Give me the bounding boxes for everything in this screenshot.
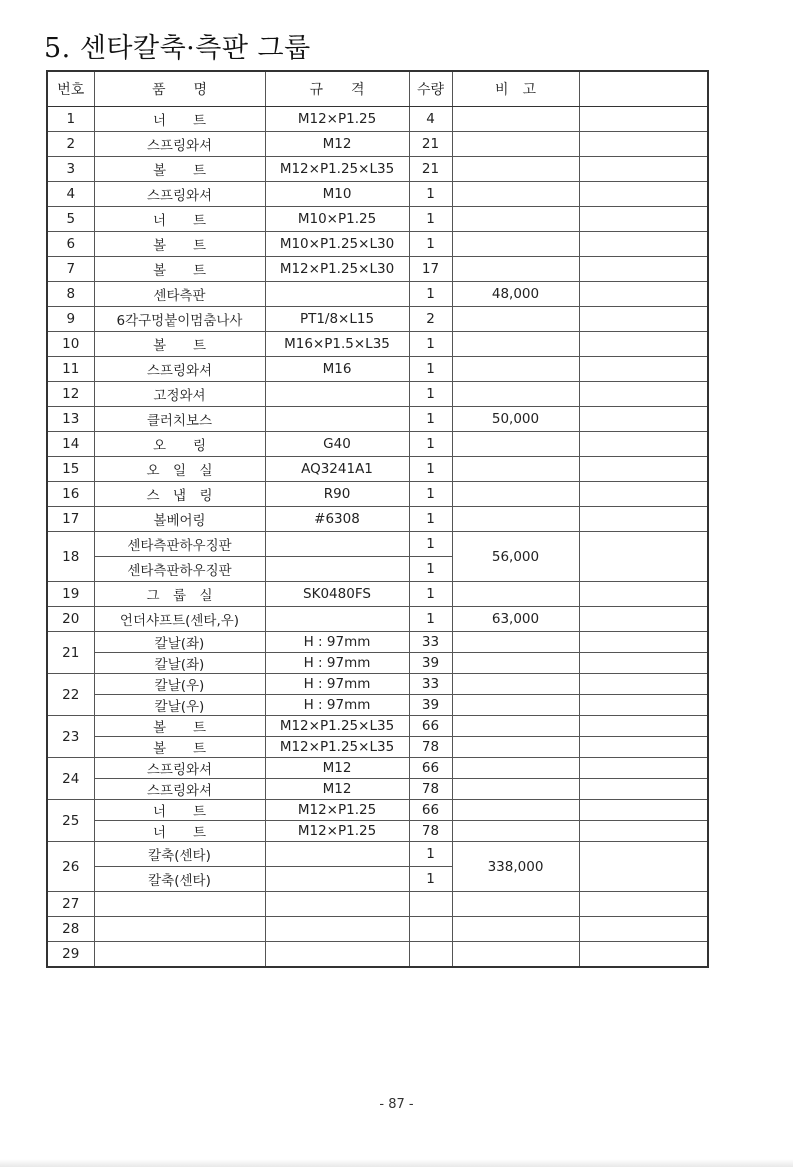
table-row: [47, 507, 708, 532]
cell-qty: 1: [409, 507, 452, 532]
cell-name: 칼날(우): [94, 674, 265, 695]
header-remark: 비 고: [452, 71, 579, 107]
cell-name: 스프링와셔: [94, 779, 265, 800]
cell-spec: M12×P1.25×L35: [265, 716, 409, 737]
cell-name: [94, 917, 265, 942]
cell-no: 15: [47, 457, 94, 482]
cell-spec: M12×P1.25: [265, 107, 409, 132]
cell-no: 26: [47, 842, 94, 892]
cell-name: 너 트: [94, 800, 265, 821]
cell-spec: H : 97mm: [265, 632, 409, 653]
cell-qty: 1: [409, 867, 452, 892]
cell-name: 칼날(좌): [94, 632, 265, 653]
cell-no: 13: [47, 407, 94, 432]
cell-no: 28: [47, 917, 94, 942]
table-row: [47, 107, 708, 132]
cell-extra: [579, 582, 708, 607]
cell-extra: [579, 607, 708, 632]
cell-no: 1: [47, 107, 94, 132]
cell-remark: [452, 307, 579, 332]
cell-extra: [579, 107, 708, 132]
table-row: [47, 432, 708, 457]
table-header-row: [47, 71, 708, 107]
cell-extra: [579, 132, 708, 157]
cell-no: 2: [47, 132, 94, 157]
cell-remark: [452, 432, 579, 457]
cell-no: 27: [47, 892, 94, 917]
cell-extra: [579, 842, 708, 892]
cell-name: 그 룹 실: [94, 582, 265, 607]
cell-no: 20: [47, 607, 94, 632]
cell-spec: M10: [265, 182, 409, 207]
cell-name: 오 링: [94, 432, 265, 457]
cell-no: 9: [47, 307, 94, 332]
cell-remark: [452, 482, 579, 507]
cell-name: 클러치보스: [94, 407, 265, 432]
cell-name: 칼축(센타): [94, 867, 265, 892]
cell-spec: M10×P1.25: [265, 207, 409, 232]
cell-extra: [579, 821, 708, 842]
table-row: [47, 182, 708, 207]
cell-qty: 1: [409, 207, 452, 232]
cell-remark: [452, 674, 579, 695]
cell-extra: [579, 307, 708, 332]
cell-name: 스프링와셔: [94, 357, 265, 382]
table-row: [47, 207, 708, 232]
cell-extra: [579, 232, 708, 257]
cell-name: 너 트: [94, 821, 265, 842]
cell-remark: [452, 357, 579, 382]
cell-qty: 1: [409, 582, 452, 607]
cell-qty: 1: [409, 182, 452, 207]
table-row: [47, 842, 708, 867]
cell-no: 29: [47, 942, 94, 968]
cell-qty: 33: [409, 632, 452, 653]
cell-qty: 2: [409, 307, 452, 332]
header-no: 번호: [47, 71, 94, 107]
cell-no: 5: [47, 207, 94, 232]
cell-name: 칼축(센타): [94, 842, 265, 867]
cell-remark: [452, 737, 579, 758]
cell-name: 센타측판하우징판: [94, 557, 265, 582]
cell-no: 24: [47, 758, 94, 800]
cell-remark: [452, 507, 579, 532]
cell-qty: 4: [409, 107, 452, 132]
cell-name: 오 일 실: [94, 457, 265, 482]
table-row: [47, 695, 708, 716]
table-row: [47, 653, 708, 674]
cell-spec: M10×P1.25×L30: [265, 232, 409, 257]
table-row: [47, 758, 708, 779]
cell-name: 센타측판: [94, 282, 265, 307]
table-row: [47, 332, 708, 357]
cell-no: 18: [47, 532, 94, 582]
cell-qty: 78: [409, 737, 452, 758]
cell-spec: M12×P1.25×L35: [265, 157, 409, 182]
cell-name: 언더샤프트(센타,우): [94, 607, 265, 632]
table-row: [47, 282, 708, 307]
cell-name: 스프링와셔: [94, 758, 265, 779]
cell-name: [94, 892, 265, 917]
cell-extra: [579, 157, 708, 182]
cell-remark: [452, 716, 579, 737]
cell-qty: 21: [409, 132, 452, 157]
table-row: [47, 821, 708, 842]
table-row: [47, 632, 708, 653]
cell-remark: [452, 232, 579, 257]
cell-extra: [579, 282, 708, 307]
cell-qty: [409, 942, 452, 968]
cell-name: 볼 트: [94, 157, 265, 182]
cell-qty: 1: [409, 457, 452, 482]
scan-edge-shadow: [0, 1159, 793, 1167]
cell-qty: 78: [409, 779, 452, 800]
page-title: 5. 센타칼축·측판 그룹: [44, 33, 311, 64]
cell-spec: M12×P1.25×L30: [265, 257, 409, 282]
cell-spec: [265, 917, 409, 942]
cell-extra: [579, 382, 708, 407]
cell-no: 10: [47, 332, 94, 357]
table-row: [47, 917, 708, 942]
cell-spec: M12×P1.25: [265, 821, 409, 842]
cell-qty: 33: [409, 674, 452, 695]
cell-no: 4: [47, 182, 94, 207]
cell-extra: [579, 674, 708, 695]
cell-qty: 1: [409, 482, 452, 507]
cell-spec: [265, 842, 409, 867]
table-row: [47, 737, 708, 758]
cell-remark: [452, 758, 579, 779]
cell-extra: [579, 632, 708, 653]
cell-name: 볼 트: [94, 716, 265, 737]
table-row: [47, 407, 708, 432]
cell-spec: [265, 942, 409, 968]
cell-extra: [579, 532, 708, 582]
cell-name: 너 트: [94, 107, 265, 132]
cell-extra: [579, 779, 708, 800]
cell-remark: [452, 182, 579, 207]
cell-no: 25: [47, 800, 94, 842]
cell-qty: 39: [409, 695, 452, 716]
cell-no: 19: [47, 582, 94, 607]
cell-qty: 66: [409, 800, 452, 821]
table-row: [47, 674, 708, 695]
cell-extra: [579, 432, 708, 457]
cell-remark: [452, 382, 579, 407]
table-row: [47, 132, 708, 157]
cell-name: 스프링와셔: [94, 182, 265, 207]
cell-qty: 39: [409, 653, 452, 674]
cell-spec: H : 97mm: [265, 674, 409, 695]
table-row: [47, 482, 708, 507]
table-row: [47, 892, 708, 917]
cell-spec: [265, 607, 409, 632]
cell-no: 6: [47, 232, 94, 257]
cell-spec: [265, 892, 409, 917]
cell-remark: [452, 157, 579, 182]
cell-name: 스프링와셔: [94, 132, 265, 157]
cell-remark: 338,000: [452, 842, 579, 892]
cell-extra: [579, 800, 708, 821]
table-row: [47, 232, 708, 257]
table-row: [47, 307, 708, 332]
cell-extra: [579, 482, 708, 507]
cell-qty: 78: [409, 821, 452, 842]
cell-name: 센타측판하우징판: [94, 532, 265, 557]
cell-remark: [452, 917, 579, 942]
cell-extra: [579, 457, 708, 482]
cell-extra: [579, 507, 708, 532]
cell-qty: 1: [409, 332, 452, 357]
table-row: [47, 607, 708, 632]
cell-extra: [579, 357, 708, 382]
cell-spec: M12×P1.25×L35: [265, 737, 409, 758]
cell-spec: M12: [265, 758, 409, 779]
cell-remark: 50,000: [452, 407, 579, 432]
cell-spec: M16×P1.5×L35: [265, 332, 409, 357]
cell-name: 칼날(좌): [94, 653, 265, 674]
cell-spec: M12: [265, 132, 409, 157]
cell-name: 볼 트: [94, 332, 265, 357]
cell-extra: [579, 917, 708, 942]
cell-extra: [579, 758, 708, 779]
cell-no: 8: [47, 282, 94, 307]
cell-remark: [452, 942, 579, 968]
cell-name: 볼 트: [94, 232, 265, 257]
cell-extra: [579, 942, 708, 968]
cell-spec: PT1/8×L15: [265, 307, 409, 332]
cell-name: 너 트: [94, 207, 265, 232]
cell-spec: M16: [265, 357, 409, 382]
table-row: [47, 942, 708, 968]
table-row: [47, 716, 708, 737]
table-row: [47, 532, 708, 557]
cell-no: 23: [47, 716, 94, 758]
cell-qty: 1: [409, 232, 452, 257]
cell-remark: [452, 582, 579, 607]
cell-remark: [452, 892, 579, 917]
cell-spec: [265, 867, 409, 892]
cell-qty: 1: [409, 842, 452, 867]
cell-spec: AQ3241A1: [265, 457, 409, 482]
cell-extra: [579, 257, 708, 282]
cell-qty: 21: [409, 157, 452, 182]
cell-no: 17: [47, 507, 94, 532]
cell-remark: [452, 800, 579, 821]
cell-name: 6각구멍붙이멈춤나사: [94, 307, 265, 332]
cell-extra: [579, 182, 708, 207]
cell-no: 3: [47, 157, 94, 182]
cell-spec: R90: [265, 482, 409, 507]
cell-name: 볼 트: [94, 737, 265, 758]
cell-extra: [579, 737, 708, 758]
cell-name: 스 냅 링: [94, 482, 265, 507]
cell-qty: [409, 892, 452, 917]
cell-extra: [579, 332, 708, 357]
cell-spec: G40: [265, 432, 409, 457]
cell-spec: SK0480FS: [265, 582, 409, 607]
cell-no: 16: [47, 482, 94, 507]
cell-spec: [265, 557, 409, 582]
cell-qty: 66: [409, 716, 452, 737]
cell-qty: 1: [409, 532, 452, 557]
cell-remark: 48,000: [452, 282, 579, 307]
cell-extra: [579, 653, 708, 674]
cell-qty: 1: [409, 382, 452, 407]
header-spec: 규 격: [265, 71, 409, 107]
cell-extra: [579, 892, 708, 917]
cell-no: 14: [47, 432, 94, 457]
header-name: 품 명: [94, 71, 265, 107]
cell-remark: [452, 332, 579, 357]
cell-spec: M12×P1.25: [265, 800, 409, 821]
cell-spec: [265, 382, 409, 407]
cell-extra: [579, 716, 708, 737]
cell-no: 22: [47, 674, 94, 716]
cell-remark: [452, 821, 579, 842]
cell-remark: [452, 257, 579, 282]
cell-qty: 1: [409, 407, 452, 432]
cell-remark: [452, 632, 579, 653]
cell-qty: 1: [409, 557, 452, 582]
cell-spec: H : 97mm: [265, 653, 409, 674]
cell-qty: 1: [409, 282, 452, 307]
cell-remark: [452, 457, 579, 482]
cell-extra: [579, 407, 708, 432]
cell-extra: [579, 695, 708, 716]
cell-spec: [265, 532, 409, 557]
cell-spec: #6308: [265, 507, 409, 532]
cell-remark: [452, 695, 579, 716]
cell-remark: 56,000: [452, 532, 579, 582]
table-row: [47, 157, 708, 182]
cell-qty: 66: [409, 758, 452, 779]
cell-spec: H : 97mm: [265, 695, 409, 716]
cell-spec: [265, 282, 409, 307]
parts-table: [46, 70, 709, 968]
table-row: [47, 357, 708, 382]
cell-name: 칼날(우): [94, 695, 265, 716]
cell-remark: [452, 107, 579, 132]
cell-no: 7: [47, 257, 94, 282]
table-row: [47, 382, 708, 407]
cell-qty: 1: [409, 357, 452, 382]
header-extra: [579, 71, 708, 107]
table-row: [47, 257, 708, 282]
page-number: - 87 -: [379, 1097, 414, 1112]
cell-name: 볼 트: [94, 257, 265, 282]
cell-spec: [265, 407, 409, 432]
table-row: [47, 582, 708, 607]
cell-qty: 1: [409, 607, 452, 632]
cell-qty: [409, 917, 452, 942]
table-row: [47, 457, 708, 482]
cell-no: 21: [47, 632, 94, 674]
cell-name: 고정와셔: [94, 382, 265, 407]
cell-no: 12: [47, 382, 94, 407]
cell-remark: [452, 132, 579, 157]
cell-qty: 1: [409, 432, 452, 457]
cell-no: 11: [47, 357, 94, 382]
cell-remark: [452, 779, 579, 800]
cell-extra: [579, 207, 708, 232]
cell-remark: [452, 207, 579, 232]
header-qty: 수량: [409, 71, 452, 107]
cell-name: 볼베어링: [94, 507, 265, 532]
cell-spec: M12: [265, 779, 409, 800]
cell-name: [94, 942, 265, 968]
cell-remark: [452, 653, 579, 674]
table-row: [47, 800, 708, 821]
cell-qty: 17: [409, 257, 452, 282]
table-row: [47, 779, 708, 800]
cell-remark: 63,000: [452, 607, 579, 632]
